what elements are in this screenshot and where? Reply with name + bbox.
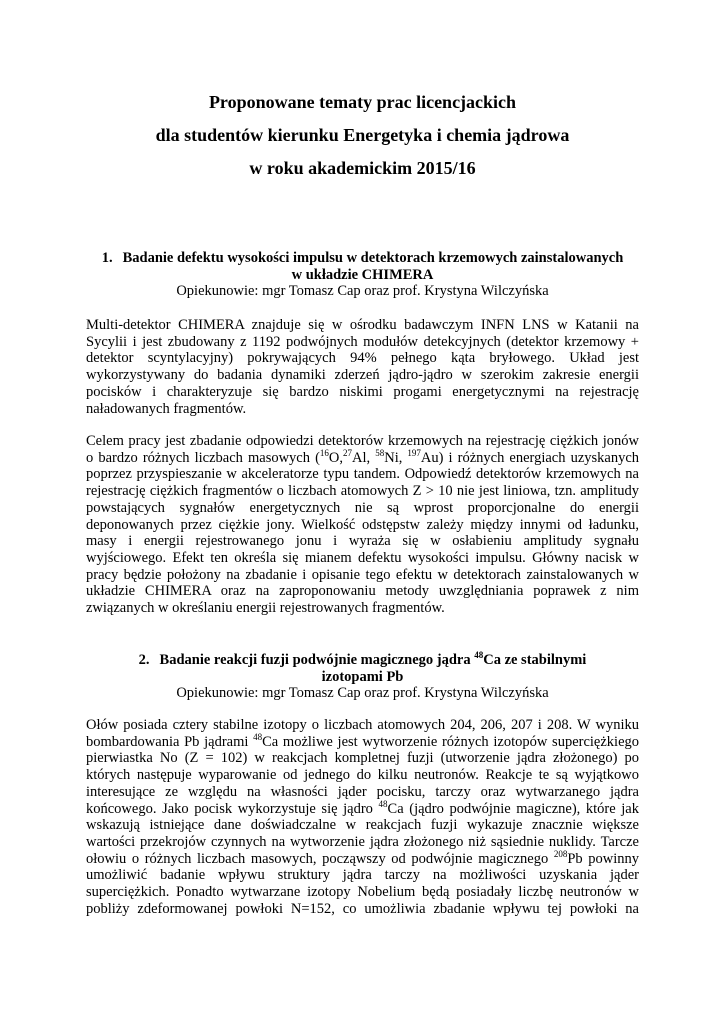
text-run: ołowiu o różnych liczbach masowych, począwszy od podwójnie magicznego: [86, 850, 554, 867]
title-line-1: Proponowane tematy prac licencjackich: [208, 92, 517, 112]
text-line: [86, 731, 640, 751]
text-line-isotopes: [86, 447, 640, 467]
section-1-title-line-1: Badanie defektu wysokości impulsu w detektorach krzemowych zainstalowanych: [122, 250, 624, 266]
title-line-3: w roku akademickim 2015/16: [249, 158, 476, 178]
section-2-supervisors: Opiekunowie: mgr Tomasz Cap oraz prof. Krystyna Wilczyńska: [176, 685, 549, 701]
document-title: [0, 86, 725, 185]
text-run: Ni,: [384, 449, 408, 466]
section-2-heading: [0, 652, 725, 702]
text-run: Pb powinny: [567, 850, 639, 867]
section-1-paragraph-1: [86, 317, 639, 417]
mass-number: 27: [343, 447, 353, 458]
text-line: Sycylii i jest zbudowany z 1192 podwójnych modułów detekcyjnych (detektor krzemowy +: [86, 333, 639, 350]
text-line: interesujące ze względu na własności jąder pocisku, tarczy oraz wytwarzanego jądra: [86, 783, 639, 800]
mass-number: 58: [375, 447, 385, 458]
text-line: Multi-detektor CHIMERA znajduje się w ośrodku badawczym INFN LNS w Katanii na: [86, 317, 639, 333]
section-2-title-text: Ca ze stabilnymi: [483, 652, 587, 668]
text-line: pierwiastka No (Z = 102) w reakcjach kompletnej fuzji (utworzenie jądra złożonego) po: [86, 750, 639, 767]
mass-number: 197: [407, 447, 421, 458]
text-run: Al,: [352, 449, 376, 466]
section-1-supervisors: Opiekunowie: mgr Tomasz Cap oraz prof. Krystyna Wilczyńska: [176, 283, 549, 299]
text-run: końcowego. Jako pocisk wykorzystuje się jądro: [86, 800, 379, 817]
mass-number: 48: [253, 731, 263, 742]
text-line: [86, 848, 639, 868]
text-line: których następuje wyparowanie od jednego do kilku neutronów. Reakcje te są wyjątkowo: [86, 767, 639, 784]
mass-number: 48: [378, 798, 388, 809]
text-run: Au) i różnych energiach uzyskanych: [420, 449, 640, 466]
section-1-heading: [0, 250, 725, 300]
text-line: wskazują istniejące dane doświadczalne w reakcjach fuzji wykazuje znacznie większe: [86, 817, 639, 834]
text-line: wyjściowego. Efekt ten określa się mianem defektu wysokości impulsu. Główny nacisk w: [86, 549, 639, 566]
text-line: [86, 798, 639, 818]
section-2-number: 2.: [138, 652, 150, 668]
text-run: Ca możliwe jest wytworzenie różnych izotopów superciężkiego: [262, 733, 640, 750]
mass-number: 48: [474, 650, 484, 660]
text-line: wykorzystywany do badania dynamiki zderzeń jądro-jądro w szerokim zakresie energii: [86, 367, 639, 384]
text-line: naładowanych fragmentów.: [86, 400, 247, 417]
text-line: pobliży zdeformowanej powłoki N=152, co umożliwia zbadanie wpływu tej powłoki na: [86, 900, 639, 917]
section-2-paragraph: [86, 717, 639, 917]
section-1-number: 1.: [101, 250, 113, 266]
section-1-title-line-2: w układzie CHIMERA: [291, 266, 434, 283]
mass-number: 208: [553, 848, 568, 859]
text-line: pocisków i charakteryzuje się bardzo niskimi progami energetycznymi na rejestrację: [86, 383, 639, 400]
text-line: Celem pracy jest zbadanie odpowiedzi detektorów krzemowych na rejestrację ciężkich jonów: [86, 433, 639, 449]
section-2-title-text: Badanie reakcji fuzji podwójnie magicznego jądra: [159, 652, 475, 668]
mass-number: 16: [319, 447, 329, 458]
text-run: bombardowania Pb jądrami: [86, 733, 254, 750]
text-line: umożliwić badanie wpływu struktury jądra tarczy na możliwości uzyskania jąder: [86, 867, 639, 884]
text-run: O,: [328, 449, 344, 466]
title-line-2: dla studentów kierunku Energetyka i chemia jądrowa: [155, 125, 570, 145]
text-run: Ca (jądro podwójnie magiczne), które jak: [387, 800, 639, 817]
text-line: powstających sygnałów energetycznych nie są wprost proporcjonalne do energii: [86, 499, 639, 516]
section-2-title-line-2: izotopami Pb: [321, 668, 404, 685]
text-line: deponowanych przez ciężkie jony. Wielkość odstępstw zależy między innymi od ładunku,: [86, 516, 639, 533]
text-line: superciężkich. Ponadto wytwarzane izotopy Nobelium będą posiadały liczbę neutronów w: [86, 884, 639, 901]
text-line: Ołów posiada cztery stabilne izotopy o liczbach atomowych 204, 206, 207 i 208. W wyniku: [86, 717, 639, 733]
section-1-paragraph-2: [86, 433, 639, 617]
text-line: związanych w określaniu energii rejestrowanych fragmentów.: [86, 600, 445, 617]
text-line: rejestrację ciężkich fragmentów o liczbach atomowych Z > 10 nie jest liniowa, tzn. amplitudy: [86, 483, 639, 500]
text-line: poprzez przyspieszanie w akceleratorze typu tandem. Odpowiedź detektorów krzemowych na: [86, 466, 639, 483]
text-line: detektor scyntylacyjny) pokrywających 94% pełnego kąta bryłowego. Układ jest: [86, 350, 639, 367]
text-line: pracy będzie położony na zbadanie i opisanie tego efektu w detektorach zainstalowanych w: [86, 566, 639, 583]
text-line: wartości przekrojów czynnych na wytworzenie jądra złożonego niż sąsiednie nuklidy. Tarcze: [86, 833, 639, 850]
text-run: o bardzo różnych liczbach masowych (: [86, 449, 320, 466]
text-line: układzie CHIMERA oraz na zaproponowaniu metody uwzględniania poprawek z nim: [86, 583, 639, 600]
text-line: masy i energii rejestrowanego jonu i wyraża się w osłabieniu amplitudy sygnału: [86, 533, 639, 550]
